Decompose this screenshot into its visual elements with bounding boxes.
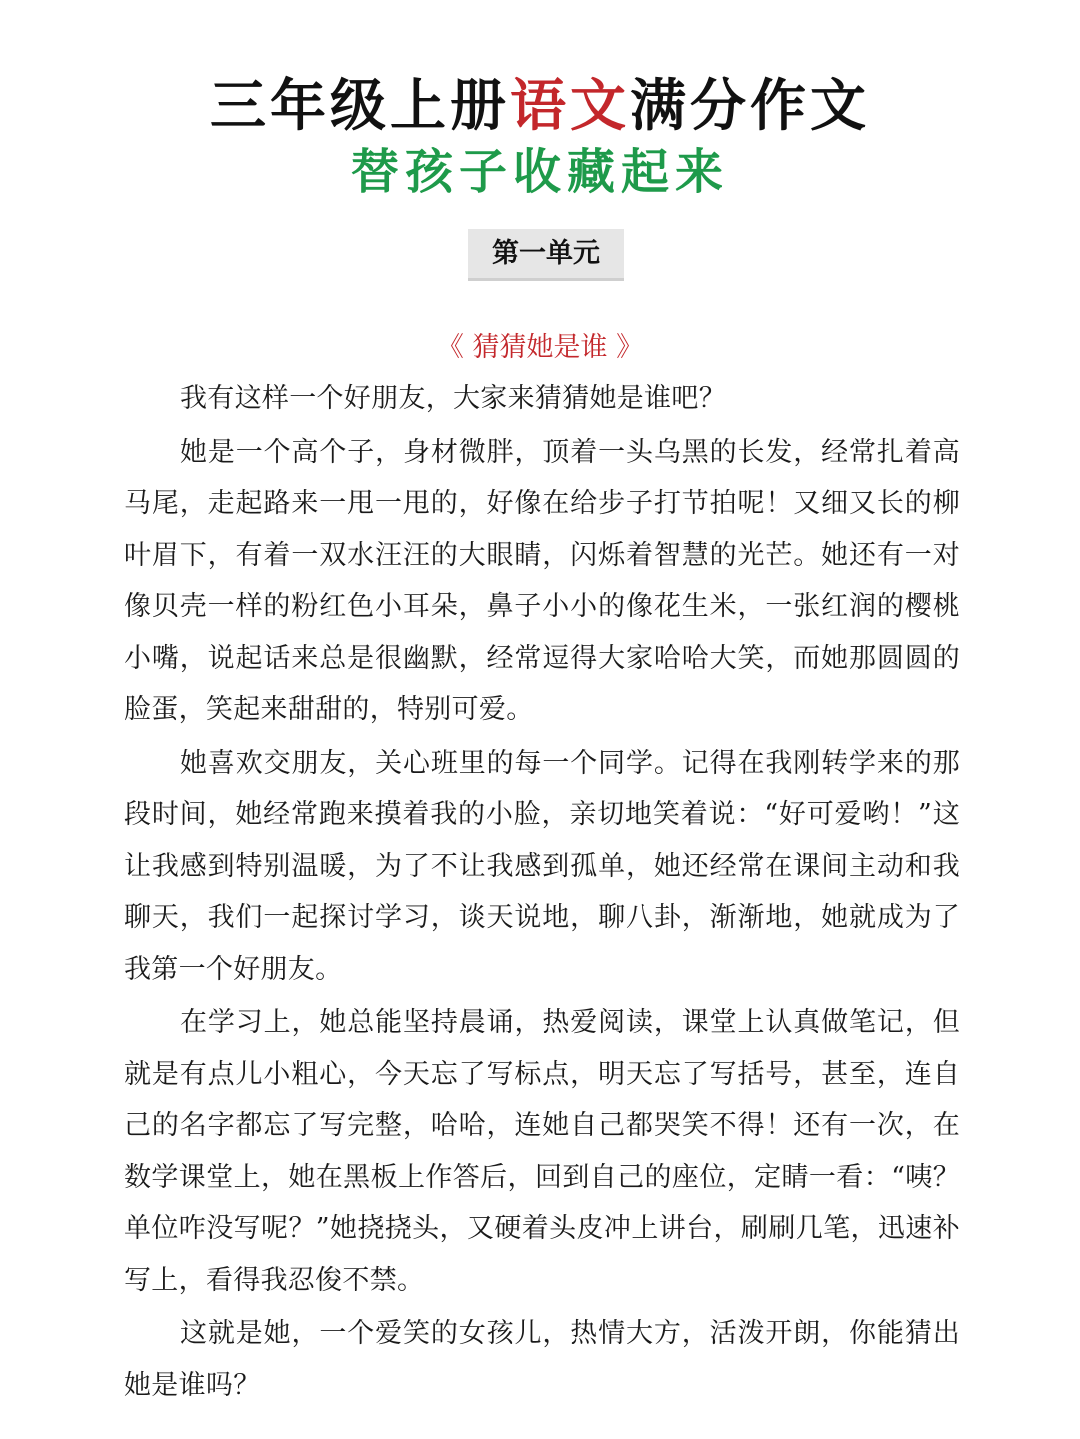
essay-paragraph-2: 她是一个高个子，身材微胖，顶着一头乌黑的长发，经常扎着高马尾，走起路来一甩一甩的，好像在给步子打节拍呢！又细又长的柳叶眉下，有着一双水汪汪的大眼睛，闪烁着智慧的光芒。她还有一对像贝壳一样的粉红色小耳朵，鼻子小小的像花生米，一张红润的樱桃小嘴，说起话来总是很幽默，经常逗得大家哈哈大笑，而她那圆圆的脸蛋，笑起来甜甜的，特别可爱。	[124, 436, 960, 725]
essay-title: 《 猜猜她是谁 》	[436, 332, 644, 363]
essay-body	[124, 373, 960, 1413]
essay-paragraph-3: 她喜欢交朋友，关心班里的每一个同学。记得在我刚转学来的那段时间，她经常跑来摸着我的小脸，亲切地笑着说：“好可爱哟！”这让我感到特别温暖，为了不让我感到孤单，她还经常在课间主动和我聊天，我们一起探讨学习，谈天说地，聊八卦，渐渐地，她就成为了我第一个好朋友。	[124, 747, 960, 985]
essay-paragraph-1: 我有这样一个好朋友，大家来猜猜她是谁吧？	[180, 383, 726, 414]
unit-badge: 第一单元	[468, 229, 624, 281]
essay-paragraph-5: 这就是她，一个爱笑的女孩儿，热情大方，活泼开朗，你能猜出她是谁吗？	[124, 1318, 960, 1401]
main-title-accent: 语文	[510, 74, 630, 139]
main-title-part2: 满分作文	[630, 74, 870, 139]
main-title	[0, 74, 1080, 140]
essay-paragraph-4: 在学习上，她总能坚持晨诵，热爱阅读，课堂上认真做笔记，但就是有点儿小粗心，今天忘了写标点，明天忘了写括号，甚至，连自己的名字都忘了写完整，哈哈，连她自己都哭笑不得！还有一次，在数学课堂上，她在黑板上作答后，回到自己的座位，定睛一看：“咦？单位咋没写呢？”她挠挠头，又硬着头皮冲上讲台，刷刷几笔，迅速补写上，看得我忍俊不禁。	[124, 1007, 960, 1296]
subtitle: 替孩子收藏起来	[350, 144, 729, 200]
main-title-part1: 三年级上册	[210, 74, 510, 139]
